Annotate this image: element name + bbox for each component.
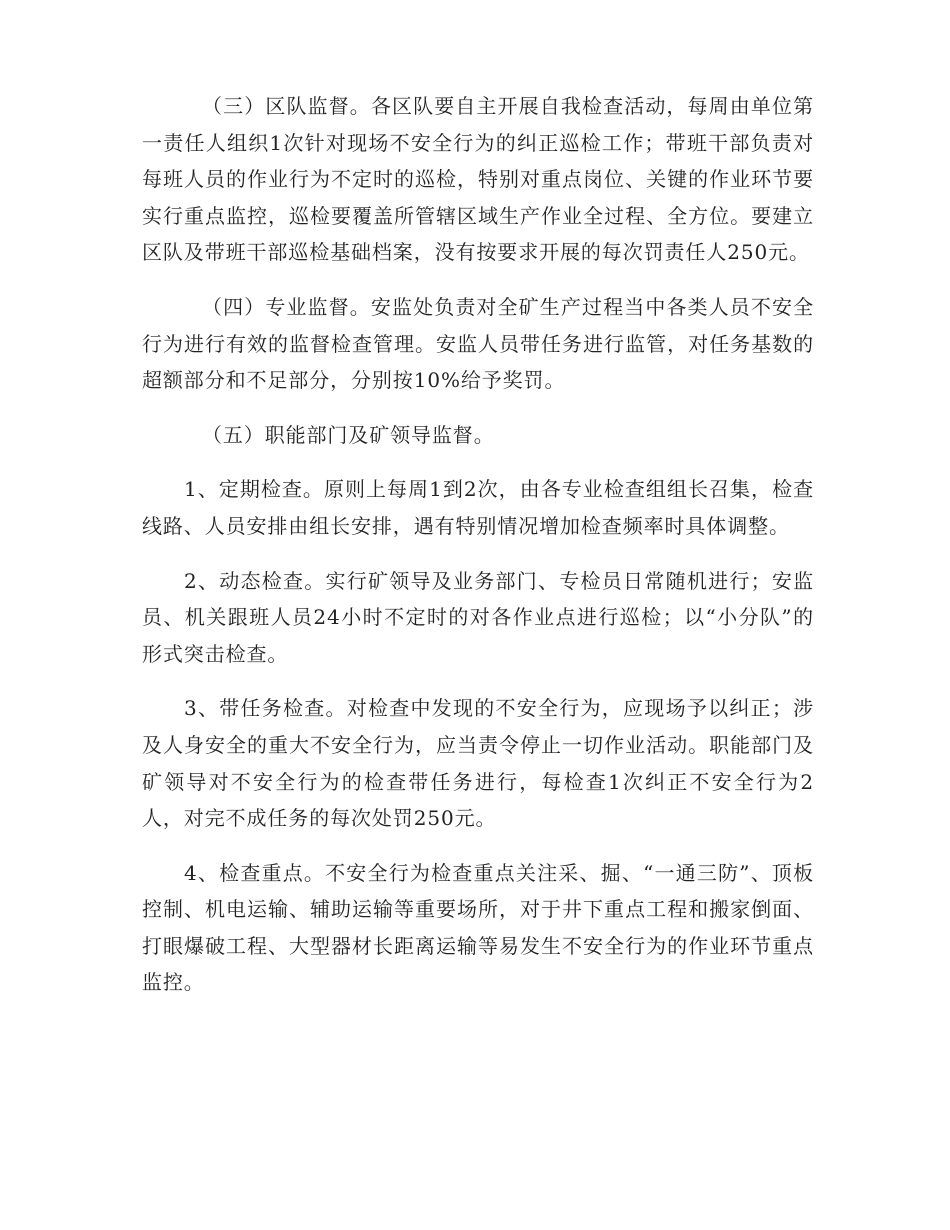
paragraph-professional-supervision: （四）专业监督。安监处负责对全矿生产过程当中各类人员不安全行为进行有效的监督检查管理。安监人员带任务进行监管，对任务基数的超额部分和不足部分，分别按10%给予奖罚。 — [142, 294, 814, 393]
paragraph-functional-department-supervision: （五）职能部门及矿领导监督。 — [202, 422, 495, 447]
paragraph-dynamic-inspection: 2、动态检查。实行矿领导及业务部门、专检员日常随机进行；安监员、机关跟班人员24小时不定时的对各作业点进行巡检；以“小分队”的形式突击检查。 — [142, 568, 814, 666]
paragraph-district-team-supervision: （三）区队监督。各区队要自主开展自我检查活动，每周由单位第一责任人组织1次针对现场不安全行为的纠正巡检工作；带班干部负责对每班人员的作业行为不定时的巡检，特别对重点岗位、关键的作业环节要实行重点监控，巡检要覆盖所管辖区域生产作业全过程、全方位。要建立区队及带班干部巡检基础档案，没有按要求开展的每次罚责任人250元。 — [142, 94, 814, 265]
paragraph-inspection-focus: 4、检查重点。不安全行为检查重点关注采、掘、“一通三防”、顶板控制、机电运输、辅助运输等重要场所，对于井下重点工程和搬家倒面、打眼爆破工程、大型器材长距离运输等易发生不安全行为的作业环节重点监控。 — [142, 860, 814, 995]
paragraph-regular-inspection: 1、定期检查。原则上每周1到2次，由各专业检查组组长召集，检查线路、人员安排由组长安排，遇有特别情况增加检查频率时具体调整。 — [142, 477, 814, 538]
paragraph-task-inspection: 3、带任务检查。对检查中发现的不安全行为，应现场予以纠正；涉及人身安全的重大不安全行为，应当责令停止一切作业活动。职能部门及矿领导对不安全行为的检查带任务进行，每检查1次纠正不安全行为2人，对完不成任务的每次处罚250元。 — [142, 696, 814, 831]
document-body — [142, 88, 814, 1001]
